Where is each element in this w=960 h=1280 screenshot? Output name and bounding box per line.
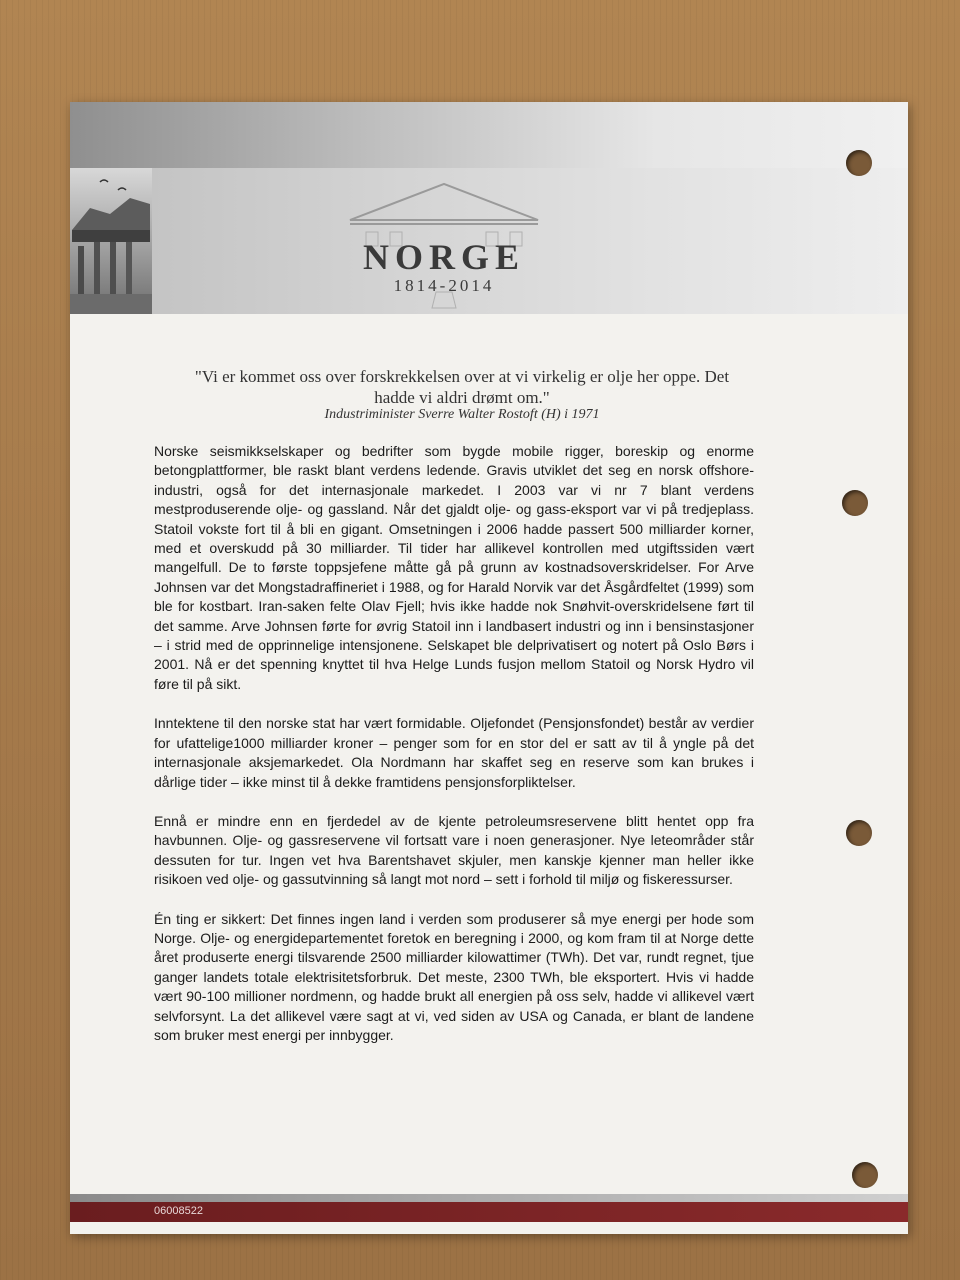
article-body <box>154 442 754 1065</box>
punch-hole <box>846 150 872 176</box>
paragraph: Ennå er mindre enn en fjerdedel av de kjente petroleumsreservene blitt hentet opp fra havbunnen. Olje- og gassreservene vil fortsatt vare i noen generasjoner. Nye leteområder står dessuten for tur. Ingen vet hva Barentshavet skjuler, men kanskje kjenner man heller ikke risikoen ved olje- og gassutvinning så langt mot nord – sett i forhold til miljø og fiskeressurser. <box>154 812 754 888</box>
quote-text: "Vi er kommet oss over forskrekkelsen over at vi virkelig er olje her oppe. Det hadde vi aldri drømt om." <box>194 367 730 407</box>
quote-attribution: Industriminister Sverre Walter Rostoft (H) i 1971 <box>324 407 600 422</box>
building-emblem <box>346 180 542 310</box>
document-page <box>70 102 908 1234</box>
top-gradient-band <box>70 102 908 168</box>
punch-hole <box>842 490 868 516</box>
footer-gray-stripe <box>70 1194 908 1202</box>
product-code: 06008522 <box>154 1205 203 1217</box>
year-range: 1814-2014 <box>393 276 495 295</box>
punch-hole <box>852 1162 878 1188</box>
header-banner <box>70 168 908 314</box>
paragraph: Inntektene til den norske stat har vært formidable. Oljefondet (Pensjonsfondet) består av verdier for ufattelige1000 milliarder kroner – penger som for en stor del er satt av til å yngle på det internasjonale aksjemarkedet. Ola Nordmann har skaffet seg en reserve som kan brukes i dårlige tider – ikke minst til å dekke framtidens pensjonsforpliktelser. <box>154 715 754 790</box>
paragraph: Norske seismikkselskaper og bedrifter som bygde mobile rigger, boreskip og enorme betongplattformer, ble raskt blant verdens ledende. Gravis utviklet det seg en norsk offshore-industri, også for det internasjonale markedet. I 2003 var vi nr 7 blant verdens mestproduserende olje- og gassland. Når det gjaldt olje- og gass-eksport var vi på tredjeplass. Statoil vokste fort til å bli en gigant. Omsetningen i 2006 hadde passert 500 milliarder korner, med et overskudd på 30 milliarder. Til tider har allikevel kontrollen med utgiftssiden vært mangelfull. De to første toppsjefene måtte gå på grunn av kostnadsoverskridelser. For Arve Johnsen var det Mongstadraffineriet i 1988, og for Harald Norvik var det Åsgårdfeltet (1999) som ble for kostbart. Iran-saken felte Olav Fjell; hvis ikke hadde nok Snøhvit-overskridelsene ført til det samme. Arve Johnsen førte for øvrig Statoil inn i landbasert industri og inn i bensinstasjoner – i strid med de opprinnelige intensjonene. Selskapet ble delprivatisert og notert på Oslo Børs i 2001. Nå er det spenning knyttet til hva Helge Lunds fusjon mellom Statoil og Norsk Hydro vil føre til på sikt. <box>154 443 754 692</box>
ruins-photo <box>70 168 152 314</box>
paragraph: Én ting er sikkert: Det finnes ingen land i verden som produserer så mye energi per hode som Norge. Olje- og energidepartementet foretok en beregning i 2000, og kom fram til at Norge dette året produserte energi tilsvarende 2500 milliarder kilowattimer (TWh). Det var, rundt regnet, tjue ganger landets totale elektrisitetsforbruk. Det meste, 2300 TWh, ble eksportert. Hvis vi hadde vært 90-100 millioner nordmenn, og hadde brukt all energien på oss selv, hadde vi allikevel vært selvforsynt. La det allikevel være sagt at vi, ved siden av USA og Canada, er blant de landene som bruker mest energi per innbygger. <box>154 910 754 1043</box>
punch-hole <box>846 820 872 846</box>
page-title: NORGE <box>362 237 525 277</box>
